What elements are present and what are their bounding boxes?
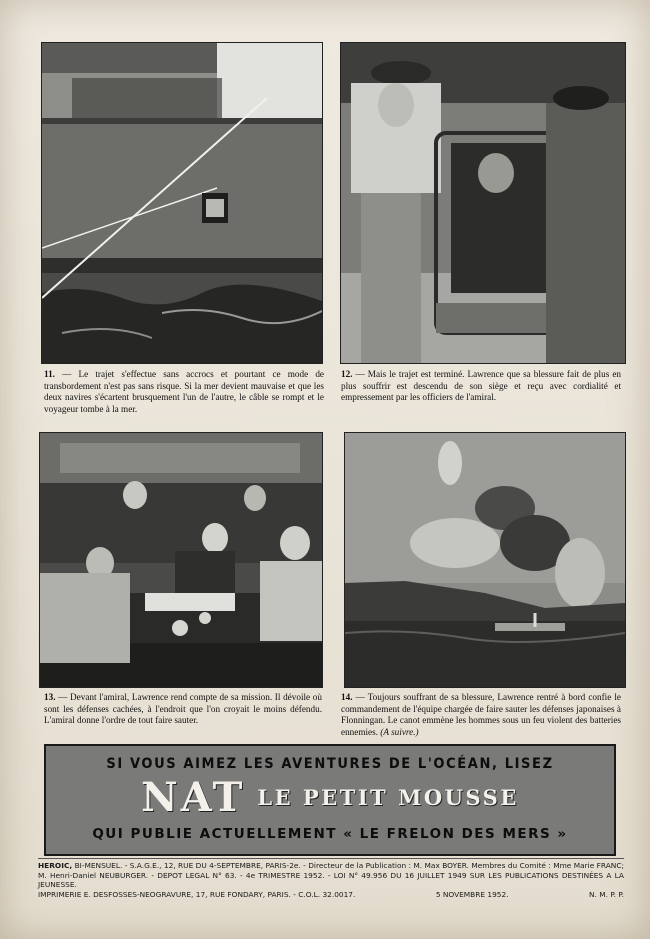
caption-text: — Devant l'amiral, Lawrence rend compte de sa mission. Il dévoile où sont les défenses cachées, à l'endroit que l'on croyait le moins défendu. L'amiral donne l'ordre de tout faire sauter. <box>44 692 322 726</box>
caption-13 <box>44 692 322 727</box>
advert-banner <box>44 744 616 856</box>
distributor-mark: N. M. P. P. <box>589 889 624 899</box>
imprint-legal-text: BI-MENSUEL. - S.A.G.E., 12, RUE DU 4-SEPTEMBRE, PARIS-2e. - Directeur de la Publication : M. Max BOYER. Membres du Comité : Mme Marie FRANC; M. Henri-Daniel NEUBURGER. - DEPOT LEGAL N° 63. - 4e TRIMESTRE 1952. - LOI N° 49.956 DU 16 JUILLET 1949 SUR LES PUBLICATIONS DESTINÉES A LA JEUNESSE. <box>38 861 624 890</box>
caption-number: 13. <box>44 692 56 702</box>
caption-text: — Le trajet s'effectue sans accrocs et pourtant ce mode de transbordement n'est pas sans risque. Si la mer devient mauvaise et que les deux navires s'écartent brusquement l'un de l'autre, le câble se rompt et le voyageur tombe à la mer. <box>44 369 325 414</box>
caption-12 <box>341 369 621 404</box>
advert-tagline: SI VOUS AIMEZ LES AVENTURES DE L'OCÉAN, LISEZ <box>106 756 554 772</box>
photo-14-explosions <box>344 432 626 688</box>
advert-subtitle: LE PETIT MOUSSE <box>257 785 519 810</box>
caption-text: — Toujours souffrant de sa blessure, Lawrence rentré à bord confie le commandement de l'équipe chargée de faire sauter les défenses japonaises à Flonningan. Le canot emmène les hommes sous un feu violent des batteries ennemies. <box>341 692 621 737</box>
caption-number: 11. <box>44 369 55 379</box>
advert-title: NAT <box>141 774 246 821</box>
caption-text: — Mais le trajet est terminé. Lawrence que sa blessure fait de plus en plus souffrir est descendu de son siège et reçu avec cordialité et empressement par les officiers de l'amiral. <box>341 369 621 403</box>
caption-number: 12. <box>341 369 353 379</box>
advert-title-row <box>46 774 614 821</box>
caption-11 <box>44 369 324 415</box>
imprint-line-2 <box>38 890 624 900</box>
photo-13-admiral-briefing <box>39 432 323 688</box>
caption-14 <box>341 692 621 738</box>
publication-name: HEROIC, <box>38 861 73 870</box>
printer-info: IMPRIMERIE E. DESFOSSES-NEOGRAVURE, 17, RUE FONDARY, PARIS. - C.O.L. 32.0017. <box>38 889 356 899</box>
advert-serial-line: QUI PUBLIE ACTUELLEMENT « LE FRELON DES MERS » <box>92 826 568 842</box>
publication-imprint <box>38 858 624 899</box>
caption-number: 14. <box>341 692 353 702</box>
imprint-line-1 <box>38 861 624 890</box>
photo-12-arrival-aboard <box>340 42 626 364</box>
to-be-continued-note: (A suivre.) <box>380 726 419 737</box>
photo-11-cable-transfer <box>41 42 323 364</box>
publication-date: 5 NOVEMBRE 1952. <box>435 889 509 899</box>
